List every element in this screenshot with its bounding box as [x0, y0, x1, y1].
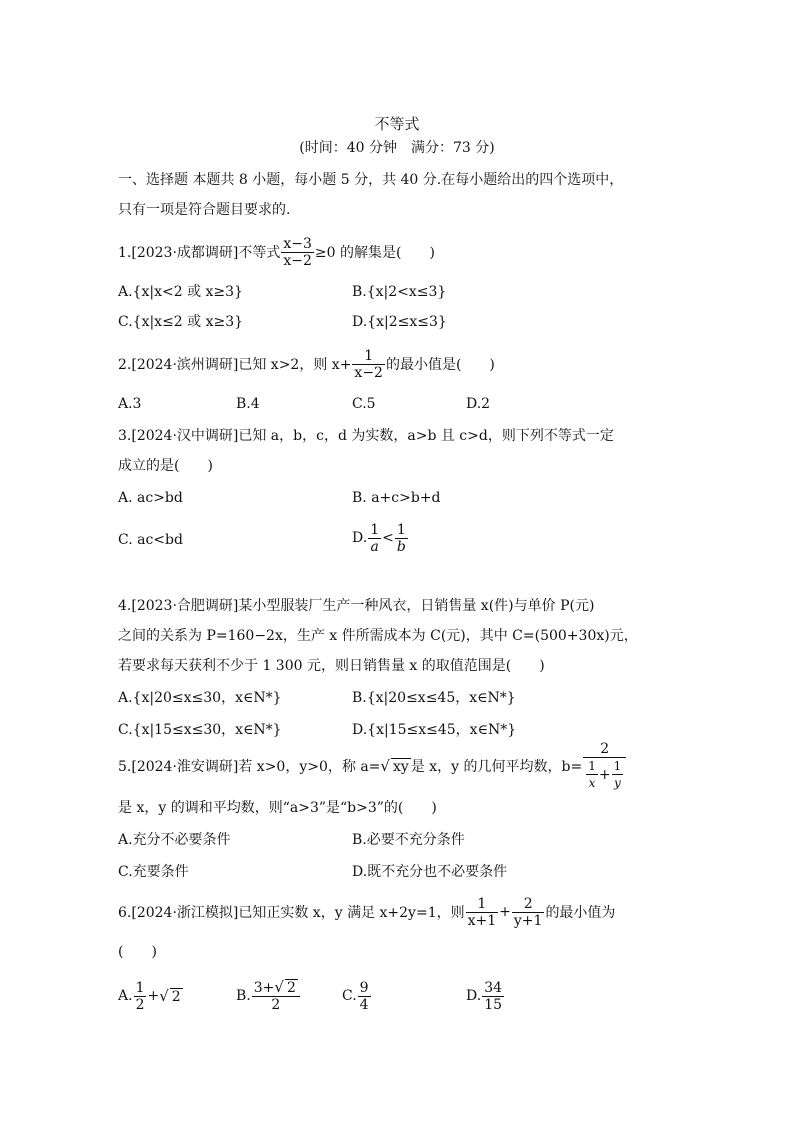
q6-b-numerator-prefix: 3+: [253, 980, 275, 996]
q2-option-d[interactable]: D.2: [466, 396, 491, 412]
q2-suffix: 的最小值是( ): [385, 357, 495, 373]
q5-den-fraction-x: [586, 758, 598, 791]
q3-d-fraction-1: [368, 522, 381, 555]
sqrt-radical-icon: √: [380, 757, 390, 775]
q6-c-numerator: 9: [359, 979, 369, 996]
q6-a-plus: +: [147, 988, 160, 1004]
q6-suffix: 的最小值为: [545, 905, 616, 921]
q5-den-y-denominator: y: [614, 776, 621, 790]
q1-option-a[interactable]: A.{x|x<2 或 x≥3}: [118, 284, 243, 300]
page-title: 不等式: [374, 115, 420, 133]
q5-den-x-numerator: 1: [588, 759, 596, 773]
q6-d-denominator: 15: [484, 996, 503, 1013]
q3-d-fraction-2-denominator: b: [396, 538, 406, 555]
section-instruction-line-2: 只有一项是符合题目要求的.: [118, 202, 291, 218]
q3-stem-line-1: 3.[2024·汉中调研]已知 a，b，c，d 为实数，a>b 且 c>d，则下列不等式一定: [118, 428, 614, 444]
q5-option-c[interactable]: C.充要条件: [118, 864, 189, 880]
q3-option-d-label: D.: [352, 530, 368, 546]
q3-d-fraction-1-numerator: 1: [370, 521, 380, 538]
q1-option-b[interactable]: B.{x|2<x≤3}: [352, 284, 447, 300]
q4-option-a[interactable]: A.{x|20≤x≤30，x∈N*}: [118, 690, 282, 706]
q3-d-fraction-1-denominator: a: [370, 538, 379, 555]
q6-option-c-label: C.: [342, 988, 357, 1004]
q3-option-b[interactable]: B. a+c>b+d: [352, 490, 441, 506]
q5-mid-text: 是 x，y 的几何平均数，b=: [410, 759, 583, 775]
q6-stem-line-2: ( ): [118, 944, 157, 960]
q5-harmonic-numerator: 2: [583, 741, 626, 758]
q2-fraction: [352, 348, 385, 381]
q2-fraction-denominator: x−2: [354, 364, 383, 381]
q6-option-b[interactable]: [236, 974, 301, 1018]
q6-a-denominator: 2: [135, 996, 145, 1013]
q6-a-sqrt-radicand: 2: [171, 988, 181, 1005]
q2-option-a[interactable]: A.3: [118, 396, 142, 412]
q6-option-b-label: B.: [236, 988, 251, 1004]
question-1-stem: [118, 232, 435, 272]
q5-option-d[interactable]: D.既不充分也不必要条件: [352, 864, 508, 880]
q1-fraction: [281, 236, 314, 269]
q5-harmonic-fraction: [583, 741, 626, 791]
q3-option-c[interactable]: C. ac<bd: [118, 532, 183, 548]
q3-option-d[interactable]: [352, 518, 409, 558]
q1-prefix: 1.[2023·成都调研]不等式: [118, 245, 281, 261]
q4-option-c[interactable]: C.{x|15≤x≤30，x∈N*}: [118, 722, 282, 738]
q6-d-fraction: [482, 980, 504, 1013]
q5-option-a[interactable]: A.充分不必要条件: [118, 832, 231, 848]
q6-fraction-1: [466, 896, 499, 929]
q6-d-numerator: 34: [484, 979, 503, 996]
q1-option-d[interactable]: D.{x|2≤x≤3}: [352, 314, 447, 330]
q6-c-fraction: [358, 980, 371, 1013]
q4-option-d[interactable]: D.{x|15≤x≤45，x∈N*}: [352, 722, 517, 738]
q3-option-a[interactable]: A. ac>bd: [118, 490, 183, 506]
q2-prefix: 2.[2024·滨州调研]已知 x>2，则 x+: [118, 357, 352, 373]
q5-den-fraction-y: [612, 758, 624, 791]
q6-option-a-label: A.: [118, 988, 133, 1004]
section-instruction-line-1: 一、选择题 本题共 8 小题，每小题 5 分，共 40 分.在每小题给出的四个选项中，: [118, 172, 624, 188]
page-subtitle: (时间：40 分钟 满分：73 分): [299, 140, 495, 156]
q6-option-d[interactable]: [466, 974, 505, 1018]
sqrt-radical-icon: √: [159, 987, 169, 1005]
q5-prefix: 5.[2024·淮安调研]若 x>0，y>0，称 a=: [118, 759, 381, 775]
q2-fraction-numerator: 1: [352, 348, 385, 365]
question-2-stem: [118, 344, 495, 384]
q5-sqrt-radicand: xy: [392, 758, 409, 775]
q6-b-fraction: [252, 979, 300, 1013]
q4-stem-line-1: 4.[2023·合肥调研]某小型服装厂生产一种风衣，日销售量 x(件)与单价 P(元): [118, 598, 595, 614]
q5-stem-line-2: 是 x，y 的调和平均数，则“a>3”是“b>3”的( ): [118, 800, 437, 816]
q6-fraction-2-numerator: 2: [512, 896, 545, 913]
q6-a-numerator: 1: [135, 979, 145, 996]
q2-option-c[interactable]: C.5: [352, 396, 376, 412]
q6-b-numerator: [252, 979, 300, 997]
q3-d-fraction-2-numerator: 1: [395, 522, 408, 539]
q4-stem-line-3: 若要求每天获利不少于 1 300 元，则日销售量 x 的取值范围是( ): [118, 658, 545, 674]
question-5-stem: [118, 742, 627, 790]
q3-d-fraction-2: [395, 522, 408, 555]
q1-fraction-denominator: x−2: [283, 252, 312, 269]
q4-stem-line-2: 之间的关系为 P=160−2x，生产 x 件所需成本为 C(元)，其中 C=(500+30x)元，: [118, 628, 638, 644]
q2-option-b[interactable]: B.4: [236, 396, 260, 412]
q1-fraction-numerator: x−3: [283, 235, 312, 252]
q5-option-b[interactable]: B.必要不充分条件: [352, 832, 465, 848]
q6-b-sqrt-radicand: 2: [286, 980, 296, 996]
q6-prefix: 6.[2024·浙江模拟]已知正实数 x，y 满足 x+2y=1，则: [118, 905, 465, 921]
q6-fraction-1-denominator: x+1: [467, 912, 497, 929]
question-6-stem: [118, 892, 615, 932]
q4-option-b[interactable]: B.{x|20≤x≤45，x∈N*}: [352, 690, 516, 706]
q5-den-plus: +: [598, 766, 611, 783]
q5-den-y-numerator: 1: [613, 759, 622, 773]
q6-fraction-2-denominator: y+1: [513, 912, 543, 929]
q5-den-x-denominator: x: [588, 776, 596, 790]
q6-b-denominator: 2: [271, 997, 281, 1013]
q6-option-c[interactable]: [342, 974, 372, 1018]
q6-fraction-2: [512, 896, 545, 929]
q1-option-c[interactable]: C.{x|x≤2 或 x≥3}: [118, 314, 244, 330]
q3-stem-line-2: 成立的是( ): [118, 458, 213, 474]
q6-plus: +: [499, 904, 511, 920]
q6-a-fraction: [134, 980, 147, 1013]
q6-fraction-1-numerator: 1: [466, 896, 499, 913]
q6-option-d-label: D.: [466, 988, 482, 1004]
q6-option-a[interactable]: [118, 974, 183, 1018]
q1-suffix: ≥0 的解集是( ): [314, 245, 435, 261]
q6-c-denominator: 4: [359, 996, 369, 1013]
q3-d-less-than: <: [382, 530, 394, 546]
q5-harmonic-denominator: [583, 758, 626, 791]
sqrt-radical-icon: √: [274, 978, 284, 996]
